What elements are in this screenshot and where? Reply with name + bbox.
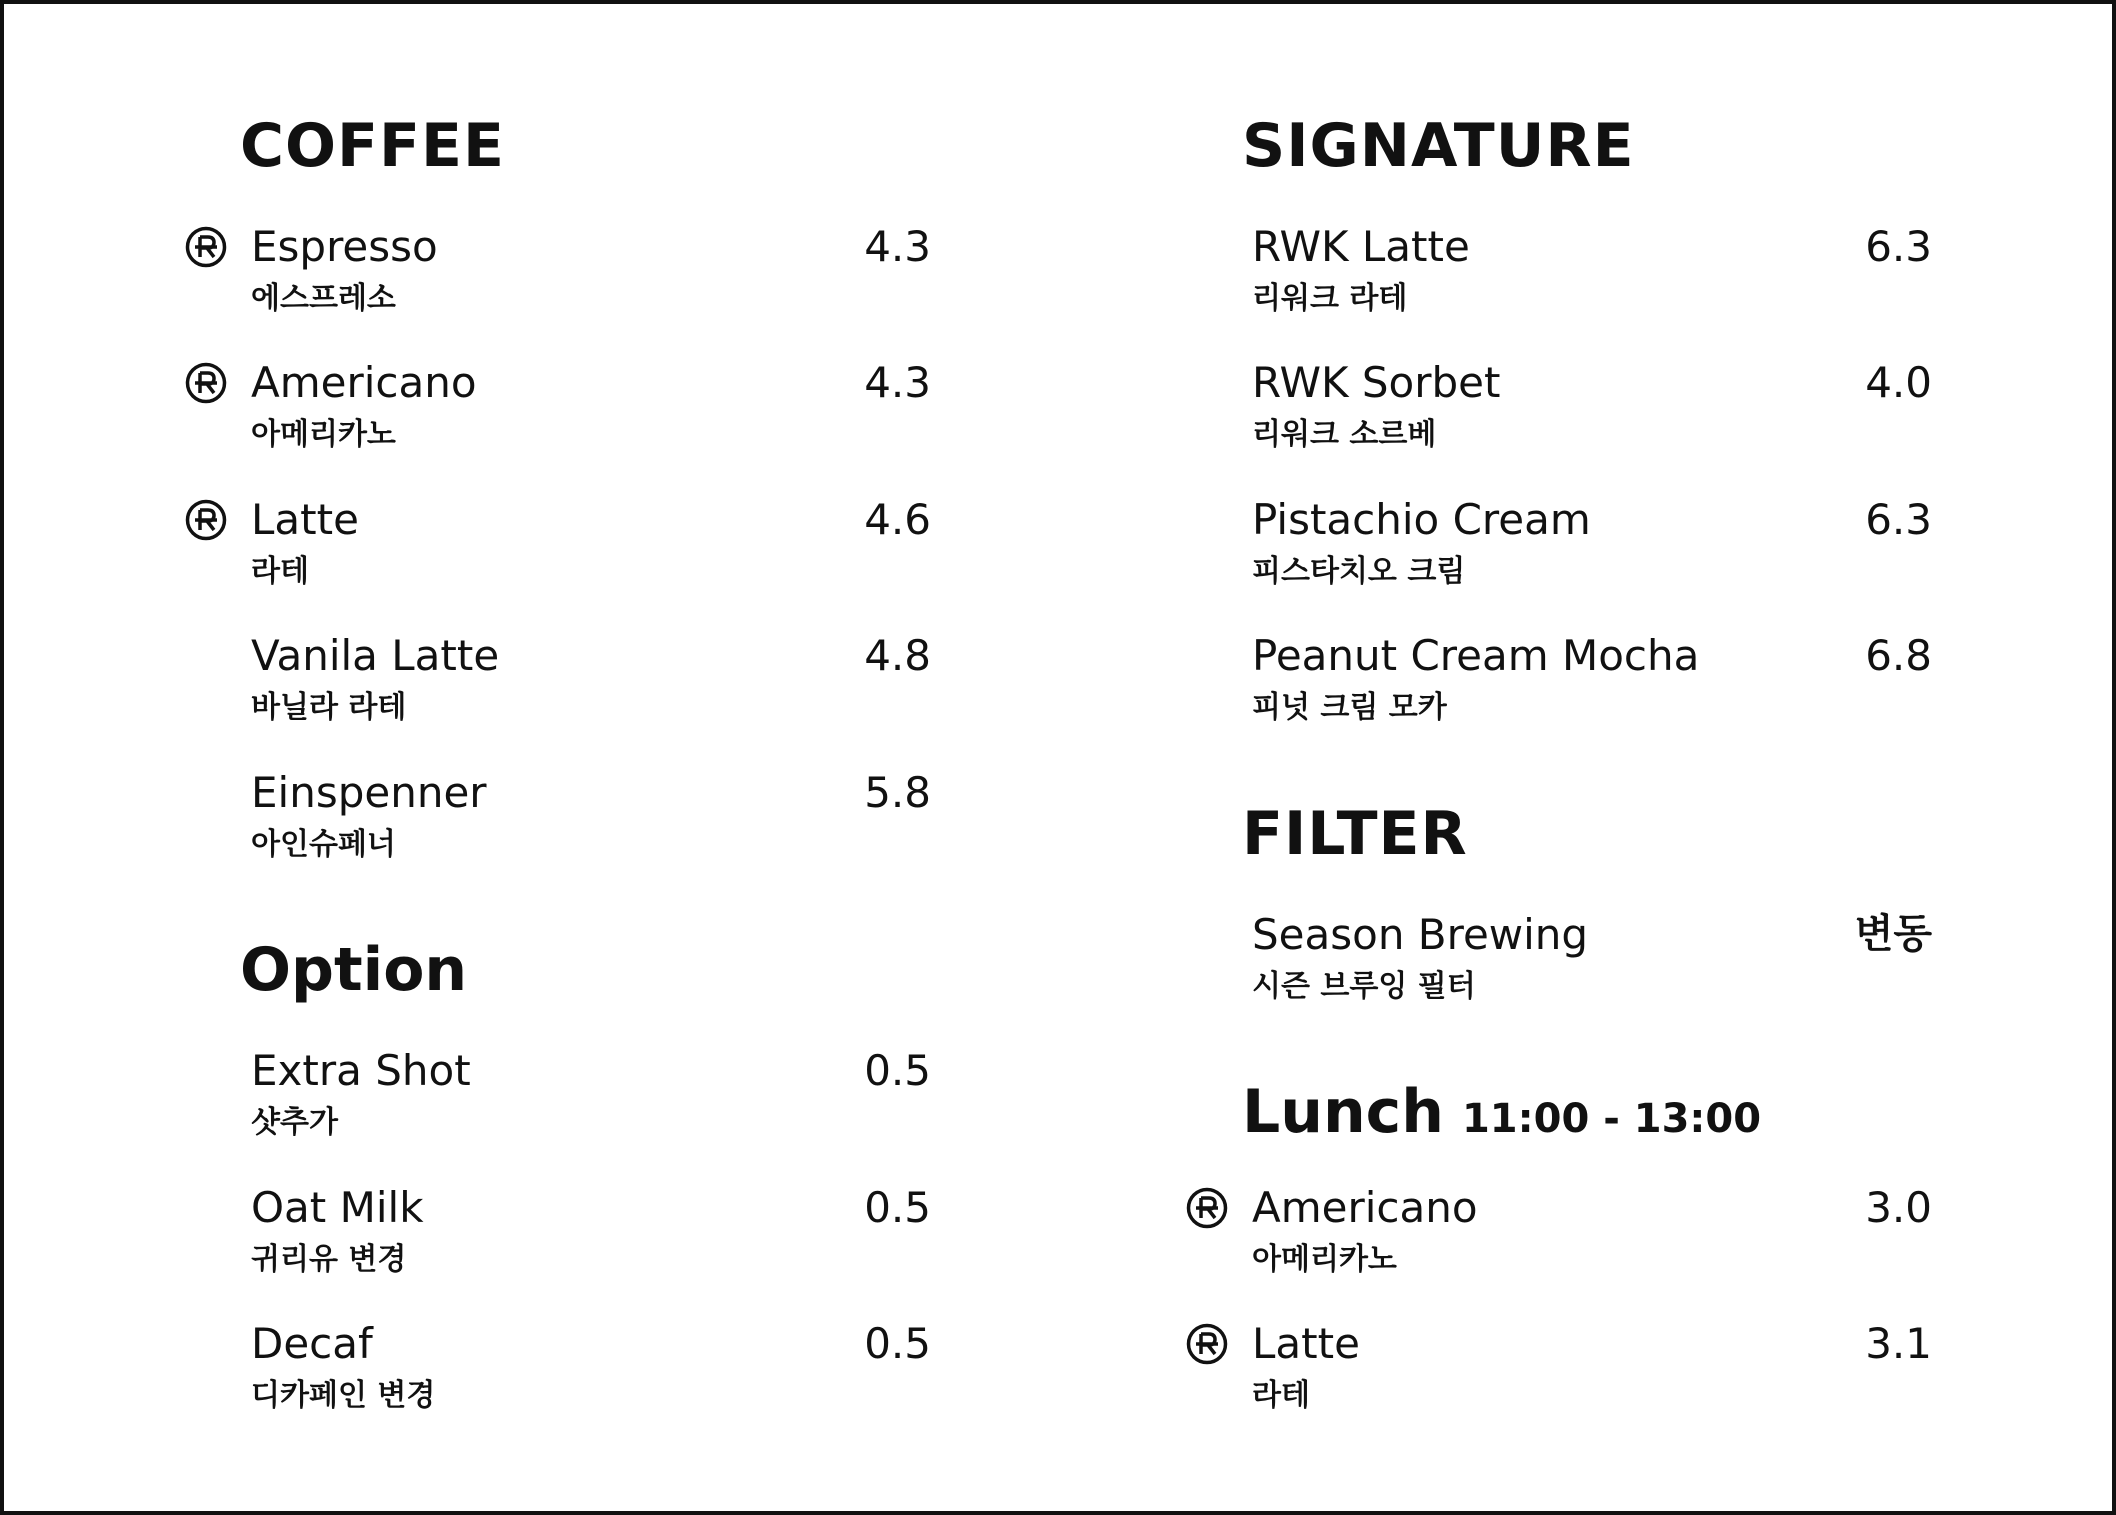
item-korean-name: 시즌 브루잉 필터 <box>1252 969 1476 1004</box>
item-price: 6.3 <box>1865 222 1932 271</box>
item-price: 0.5 <box>864 1183 931 1232</box>
menu-item-peanut-cream-mocha <box>1252 631 1932 745</box>
item-korean-name: 피넛 크림 모카 <box>1252 690 1447 725</box>
item-korean-name: 아메리카노 <box>1252 1242 1397 1277</box>
item-korean-name: 아인슈페너 <box>251 827 396 862</box>
item-name: Latte <box>1252 1319 1360 1368</box>
item-price: 4.6 <box>864 495 931 544</box>
item-price: 6.3 <box>1865 495 1932 544</box>
item-price: 변동 <box>1854 911 1932 957</box>
item-name: Oat Milk <box>251 1183 424 1232</box>
coffee-title: COFFEE <box>240 111 505 181</box>
lunch-hours: 11:00 - 13:00 <box>1461 1096 1762 1142</box>
r-logo-icon <box>1186 1187 1228 1229</box>
item-korean-name: 에스프레소 <box>251 281 396 316</box>
menu-item-pistachio-cream <box>1252 495 1932 609</box>
item-name: Decaf <box>251 1319 373 1368</box>
item-price: 0.5 <box>864 1046 931 1095</box>
signature-title: SIGNATURE <box>1242 111 1635 181</box>
menu-item-vanila-latte <box>251 631 931 745</box>
item-name: RWK Sorbet <box>1252 358 1501 407</box>
lunch-label: Lunch <box>1242 1077 1444 1147</box>
item-price: 5.8 <box>864 768 931 817</box>
menu-item-rwk-latte <box>1252 222 1932 336</box>
menu-item-lunch-americano <box>1252 1183 1932 1297</box>
r-logo-icon <box>1186 1323 1228 1365</box>
menu-item-latte <box>251 495 931 609</box>
item-korean-name: 라테 <box>251 554 309 589</box>
menu-item-oat-milk <box>251 1183 931 1297</box>
item-korean-name: 피스타치오 크림 <box>1252 554 1466 589</box>
item-name: Americano <box>1252 1183 1478 1232</box>
item-korean-name: 리워크 소르베 <box>1252 417 1437 452</box>
item-price: 6.8 <box>1865 631 1932 680</box>
item-price: 4.8 <box>864 631 931 680</box>
item-korean-name: 아메리카노 <box>251 417 396 452</box>
item-korean-name: 샷추가 <box>251 1105 338 1140</box>
item-price: 3.1 <box>1865 1319 1932 1368</box>
item-korean-name: 디카페인 변경 <box>251 1378 436 1413</box>
menu-item-lunch-latte <box>1252 1319 1932 1433</box>
item-korean-name: 라테 <box>1252 1378 1310 1413</box>
item-name: Espresso <box>251 222 438 271</box>
filter-title: FILTER <box>1242 799 1468 869</box>
item-name: RWK Latte <box>1252 222 1470 271</box>
r-logo-icon <box>185 499 227 541</box>
item-name: Latte <box>251 495 359 544</box>
menu-item-einspenner <box>251 768 931 882</box>
option-title: Option <box>240 935 468 1005</box>
r-logo-icon <box>185 362 227 404</box>
item-price: 4.3 <box>864 222 931 271</box>
item-korean-name: 리워크 라테 <box>1252 281 1408 316</box>
menu-item-decaf <box>251 1319 931 1433</box>
item-name: Pistachio Cream <box>1252 495 1591 544</box>
item-name: Vanila Latte <box>251 631 500 680</box>
menu-item-americano <box>251 358 931 472</box>
item-korean-name: 바닐라 라테 <box>251 690 407 725</box>
item-name: Peanut Cream Mocha <box>1252 631 1700 680</box>
item-name: Americano <box>251 358 477 407</box>
item-name: Extra Shot <box>251 1046 471 1095</box>
item-price: 3.0 <box>1865 1183 1932 1232</box>
item-price: 4.3 <box>864 358 931 407</box>
lunch-title <box>1242 1077 1762 1147</box>
menu-item-rwk-sorbet <box>1252 358 1932 472</box>
item-price: 0.5 <box>864 1319 931 1368</box>
menu-item-season-brewing <box>1252 910 1932 1024</box>
r-logo-icon <box>185 226 227 268</box>
item-name: Einspenner <box>251 768 487 817</box>
item-price: 4.0 <box>1865 358 1932 407</box>
menu-item-extra-shot <box>251 1046 931 1160</box>
menu-item-espresso <box>251 222 931 336</box>
item-korean-name: 귀리유 변경 <box>251 1242 407 1277</box>
item-name: Season Brewing <box>1252 910 1589 959</box>
